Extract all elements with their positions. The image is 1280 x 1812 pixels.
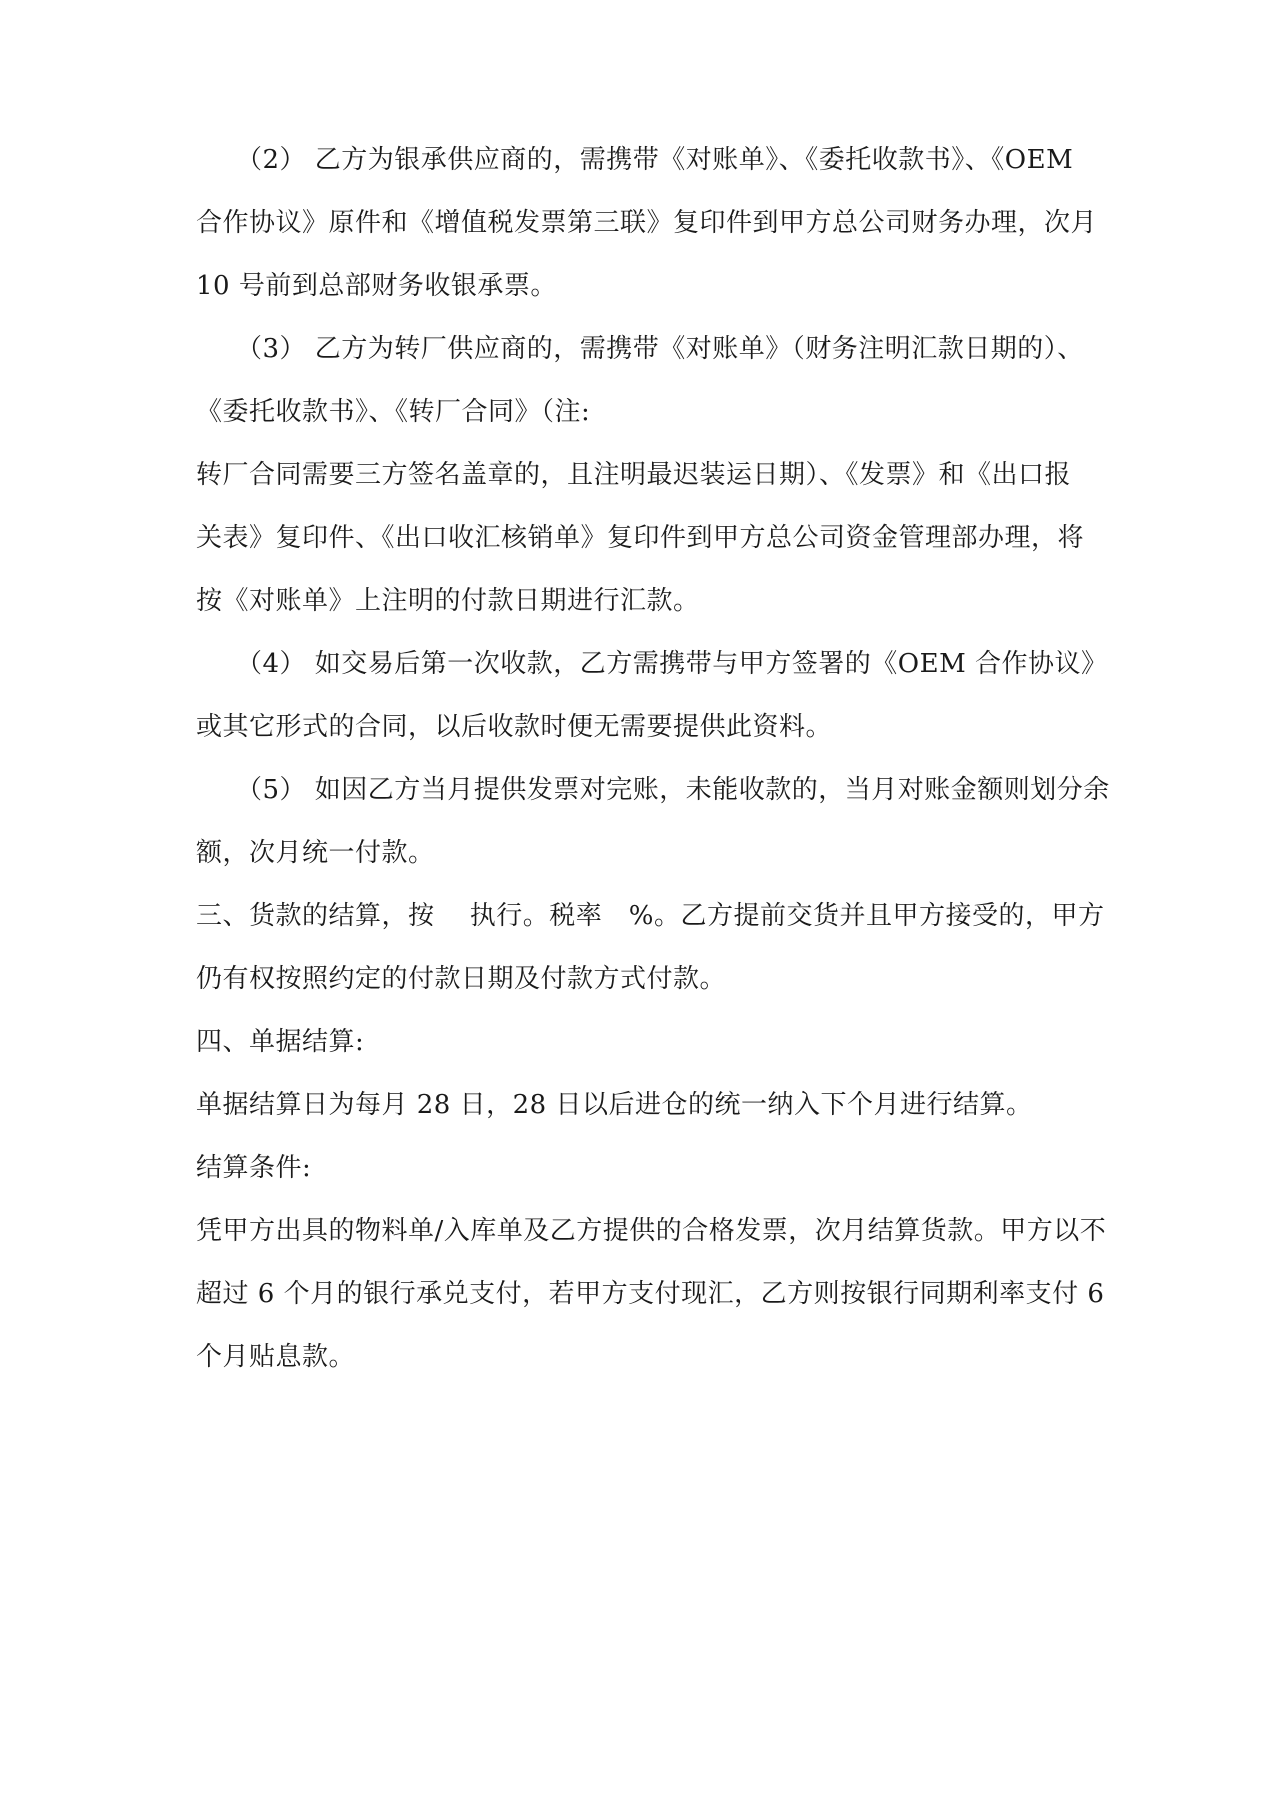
text-line: （2） 乙方为银承供应商的，需携带《对账单》、《委托收款书》、《OEM xyxy=(236,145,1074,175)
text-line: 结算条件: xyxy=(196,1153,312,1183)
text-line: 凭甲方出具的物料单/入库单及乙方提供的合格发票，次月结算货款。甲方以不 xyxy=(196,1216,1107,1246)
text-line: 额，次月统一付款。 xyxy=(196,838,435,868)
section-heading: 四、单据结算: xyxy=(196,1027,365,1057)
text-line: 《委托收款书》、《转厂合同》（注: xyxy=(196,397,591,427)
text-line: 转厂合同需要三方签名盖章的，且注明最迟装运日期）、《发票》和《出口报 xyxy=(196,460,1072,490)
text-line: 按《对账单》上注明的付款日期进行汇款。 xyxy=(196,586,700,616)
text-line: （3） 乙方为转厂供应商的，需携带《对账单》（财务注明汇款日期的）、 xyxy=(236,334,1084,364)
text-line: 超过 6 个月的银行承兑支付，若甲方支付现汇，乙方则按银行同期利率支付 6 xyxy=(196,1279,1105,1309)
text-line: 10 号前到总部财务收银承票。 xyxy=(196,271,557,301)
text-line: 个月贴息款。 xyxy=(196,1342,356,1372)
text-line: （5） 如因乙方当月提供发票对完账，未能收款的，当月对账金额则划分余 xyxy=(236,775,1110,805)
text-line: 三、货款的结算，按 执行。税率 %。乙方提前交货并且甲方接受的，甲方 xyxy=(196,901,1105,931)
text-line: 合作协议》原件和《增值税发票第三联》复印件到甲方总公司财务办理，次月 xyxy=(196,208,1098,238)
text-line: 关表》复印件、《出口收汇核销单》复印件到甲方总公司资金管理部办理，将 xyxy=(196,523,1085,553)
text-line: 单据结算日为每月 28 日，28 日以后进仓的统一纳入下个月进行结算。 xyxy=(196,1090,1033,1120)
text-line: （4） 如交易后第一次收款，乙方需携带与甲方签署的《OEM 合作协议》 xyxy=(236,649,1108,679)
text-line: 仍有权按照约定的付款日期及付款方式付款。 xyxy=(196,964,727,994)
text-line: 或其它形式的合同，以后收款时便无需要提供此资料。 xyxy=(196,712,833,742)
